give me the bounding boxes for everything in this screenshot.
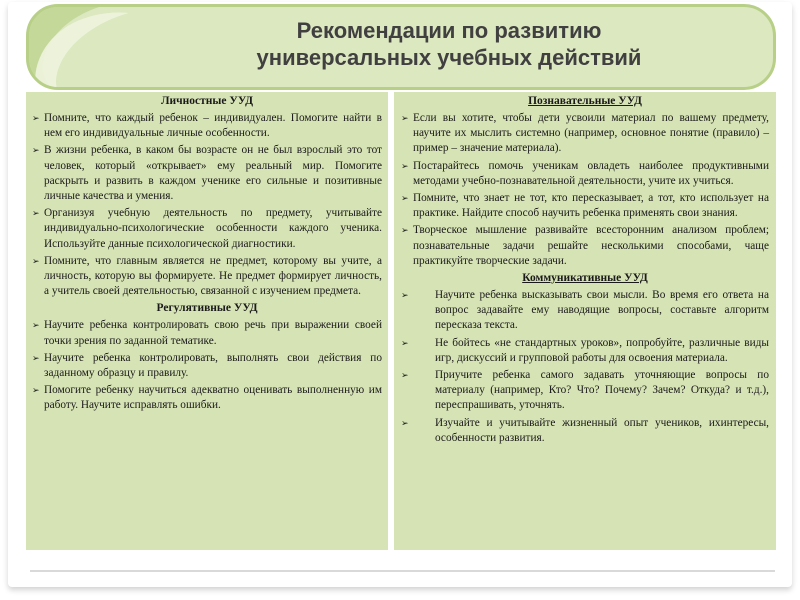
title-banner <box>26 4 776 90</box>
list-item: ➢ Творческое мышление развивайте всесторонним анализом проблем; познавательные задачи решайте несколькими способами, чаще практикуйте творческие задачи. <box>401 223 769 269</box>
list-item: ➢ Научите ребенка высказывать свои мысли. Во время его ответа на вопрос задавайте ему наводящие вопросы, составьте алгоритм пересказа текста. <box>401 288 769 334</box>
bottom-divider <box>30 570 775 572</box>
arrow-bullet-icon: ➢ <box>401 160 409 171</box>
list-item: ➢ Помогите ребенку научиться адекватно оценивать выполненную им работу. Научите исправлять ошибки. <box>32 383 382 413</box>
arrow-bullet-icon: ➢ <box>32 320 40 331</box>
arrow-bullet-icon: ➢ <box>401 370 409 381</box>
arrow-bullet-icon: ➢ <box>32 145 40 156</box>
list-item: ➢ Научите ребенка контролировать, выполнять свои действия по заданному образцу и правилу. <box>32 351 382 381</box>
list-item: ➢ Если вы хотите, чтобы дети усвоили материал по вашему предмету, научите их мыслить системно (например, основное понятие (правило) – пример – значение материала). <box>401 111 769 157</box>
section-title-cognitive: Познавательные УУД <box>528 95 642 107</box>
arrow-bullet-icon: ➢ <box>32 113 40 123</box>
swoosh-decoration-icon <box>29 7 149 90</box>
arrow-bullet-icon: ➢ <box>32 255 40 266</box>
list-item: ➢ Организуя учебную деятельность по предмету, учитывайте индивидуально-психологические особенности каждого ученика. Используйте данные психологической диагностики. <box>32 206 382 252</box>
list-item: ➢ Изучайте и учитывайте жизненный опыт учеников, ихинтересы, особенности развития. <box>401 416 769 446</box>
title-line-2: универсальных учебных действий <box>256 45 642 70</box>
list-item: ➢ Приучите ребенка самого задавать уточняющие вопросы по материалу (например, Кто? Что? Почему? Зачем? Откуда? и т.д.), переспрашивать, уточнять. <box>401 368 769 414</box>
arrow-bullet-icon: ➢ <box>32 208 40 219</box>
list-item: ➢ Помните, что знает не тот, кто пересказывает, а тот, кто использует на практике. Найдите способ научить ребенка применять свои знания. <box>401 191 769 221</box>
arrow-bullet-icon: ➢ <box>401 225 409 236</box>
section-title-communicative: Коммуникативные УУД <box>522 272 648 285</box>
arrow-bullet-icon: ➢ <box>401 337 409 348</box>
arrow-bullet-icon: ➢ <box>401 113 409 123</box>
section-title-personal: Личностные УУД <box>160 95 254 107</box>
list-item: ➢ В жизни ребенка, в каком бы возрасте он не был взрослый это тот человек, который «открывает» ему реальный мир. Помогите раскрыть и развить в каждом ученике его сильные и позитивные личные качества и умения. <box>32 143 382 204</box>
page-title <box>149 17 749 71</box>
right-column <box>401 92 769 448</box>
arrow-bullet-icon: ➢ <box>32 385 40 396</box>
arrow-bullet-icon: ➢ <box>401 193 409 204</box>
list-item: ➢ Помните, что каждый ребенок – индивидуален. Помогите найти в нем его индивидуальные личные особенности. <box>32 111 382 141</box>
arrow-bullet-icon: ➢ <box>401 417 409 428</box>
list-item: ➢ Научите ребенка контролировать свою речь при выражении своей точки зрения по заданной тематике. <box>32 318 382 348</box>
title-line-1: Рекомендации по развитию <box>296 18 602 43</box>
arrow-bullet-icon: ➢ <box>401 290 409 301</box>
left-column <box>32 92 382 416</box>
section-title-regulatory: Регулятивные УУД <box>156 302 258 315</box>
list-item: ➢ Помните, что главным является не предмет, которому вы учите, а личность, которую вы формируете. Не предмет формирует личность, а учитель своей деятельностью, связанной с изучением предмета. <box>32 254 382 300</box>
list-item: ➢ Постарайтесь помочь ученикам овладеть наиболее продуктивными методами учебно-познавательной деятельности, учите их учиться. <box>401 159 769 189</box>
arrow-bullet-icon: ➢ <box>32 352 40 363</box>
list-item: ➢ Не бойтесь «не стандартных уроков», попробуйте, различные виды игр, дискуссий и групповой работы для освоения материала. <box>401 336 769 366</box>
